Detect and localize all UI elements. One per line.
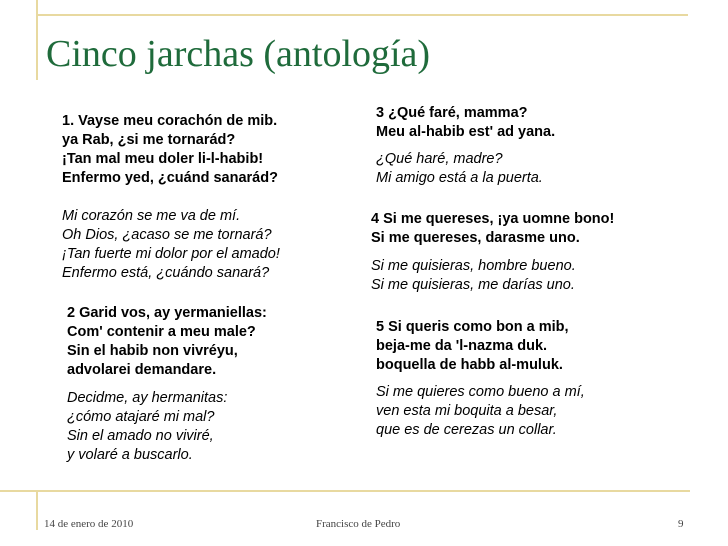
verse-line: Decidme, ay hermanitas: (67, 390, 228, 406)
verse-line: 2 Garid vos, ay yermaniellas: (67, 305, 267, 321)
verse-line: Meu al-habib est' ad yana. (376, 124, 556, 140)
verse-line: Oh Dios, ¿acaso se me tornará? (62, 227, 272, 243)
verse-line: Si me quisieras, me darías uno. (371, 277, 575, 293)
decorative-vertical-rule (36, 0, 38, 80)
verse-line: advolarei demandare. (67, 362, 217, 378)
slide-title: Cinco jarchas (antología) (46, 33, 431, 75)
verse-line: Enfermo yed, ¿cuánd sanarád? (62, 170, 278, 186)
verse-line: Sin el habib non vivréyu, (67, 343, 238, 359)
jarcha-2 (67, 304, 267, 465)
verse-line: Enfermo está, ¿cuándo sanará? (62, 265, 270, 281)
jarcha-4-original (371, 210, 614, 248)
jarcha-3-original (376, 104, 555, 142)
verse-line: ¡Tan mal meu doler li-l-habib! (62, 151, 264, 167)
jarcha-2-original (67, 304, 267, 380)
jarcha-5-original (376, 318, 585, 375)
page-number: 9 (678, 518, 684, 530)
jarcha-1-translation (62, 207, 280, 283)
verse-line: Si me quisieras, hombre bueno. (371, 258, 576, 274)
verse-line: ya Rab, ¿si me tornarád? (62, 132, 236, 148)
decorative-top-rule (38, 14, 688, 16)
verse-line: y volaré a buscarlo. (67, 447, 193, 463)
verse-line: Si me quereses, darasme uno. (371, 230, 580, 246)
decorative-footer-vertical-rule (36, 490, 38, 530)
verse-line: que es de cerezas un collar. (376, 422, 557, 438)
jarcha-1-original (62, 112, 280, 188)
jarcha-3-translation (376, 150, 555, 188)
verse-line: 3 ¿Qué faré, mamma? (376, 105, 528, 121)
verse-line: Si me quieres como bueno a mí, (376, 384, 585, 400)
decorative-footer-rule (38, 490, 690, 492)
verse-line: 1. Vayse meu corachón de mib. (62, 113, 278, 129)
decorative-footer-rule-left (0, 490, 38, 492)
footer-author: Francisco de Pedro (316, 518, 401, 530)
verse-line: ¿Qué haré, madre? (376, 151, 503, 167)
verse-line: 4 Si me quereses, ¡ya uomne bono! (371, 211, 615, 227)
verse-line: beja-me da 'l-nazma duk. (376, 338, 548, 354)
verse-line: Mi amigo está a la puerta. (376, 170, 543, 186)
jarcha-4-translation (371, 257, 614, 295)
jarcha-2-translation (67, 389, 267, 465)
verse-line: boquella de habb al-muluk. (376, 357, 563, 373)
jarcha-1 (62, 112, 280, 283)
jarcha-5 (376, 318, 585, 440)
verse-line: ¡Tan fuerte mi dolor por el amado! (62, 246, 280, 262)
footer-date: 14 de enero de 2010 (44, 518, 134, 530)
jarcha-4 (371, 210, 614, 295)
verse-line: Com' contenir a meu male? (67, 324, 256, 340)
verse-line: Mi corazón se me va de mí. (62, 208, 241, 224)
verse-line: ¿cómo atajaré mi mal? (67, 409, 215, 425)
jarcha-3 (376, 104, 555, 188)
jarcha-5-translation (376, 383, 585, 440)
verse-line: ven esta mi boquita a besar, (376, 403, 558, 419)
verse-line: Sin el amado no viviré, (67, 428, 214, 444)
verse-line: 5 Si queris como bon a mib, (376, 319, 569, 335)
